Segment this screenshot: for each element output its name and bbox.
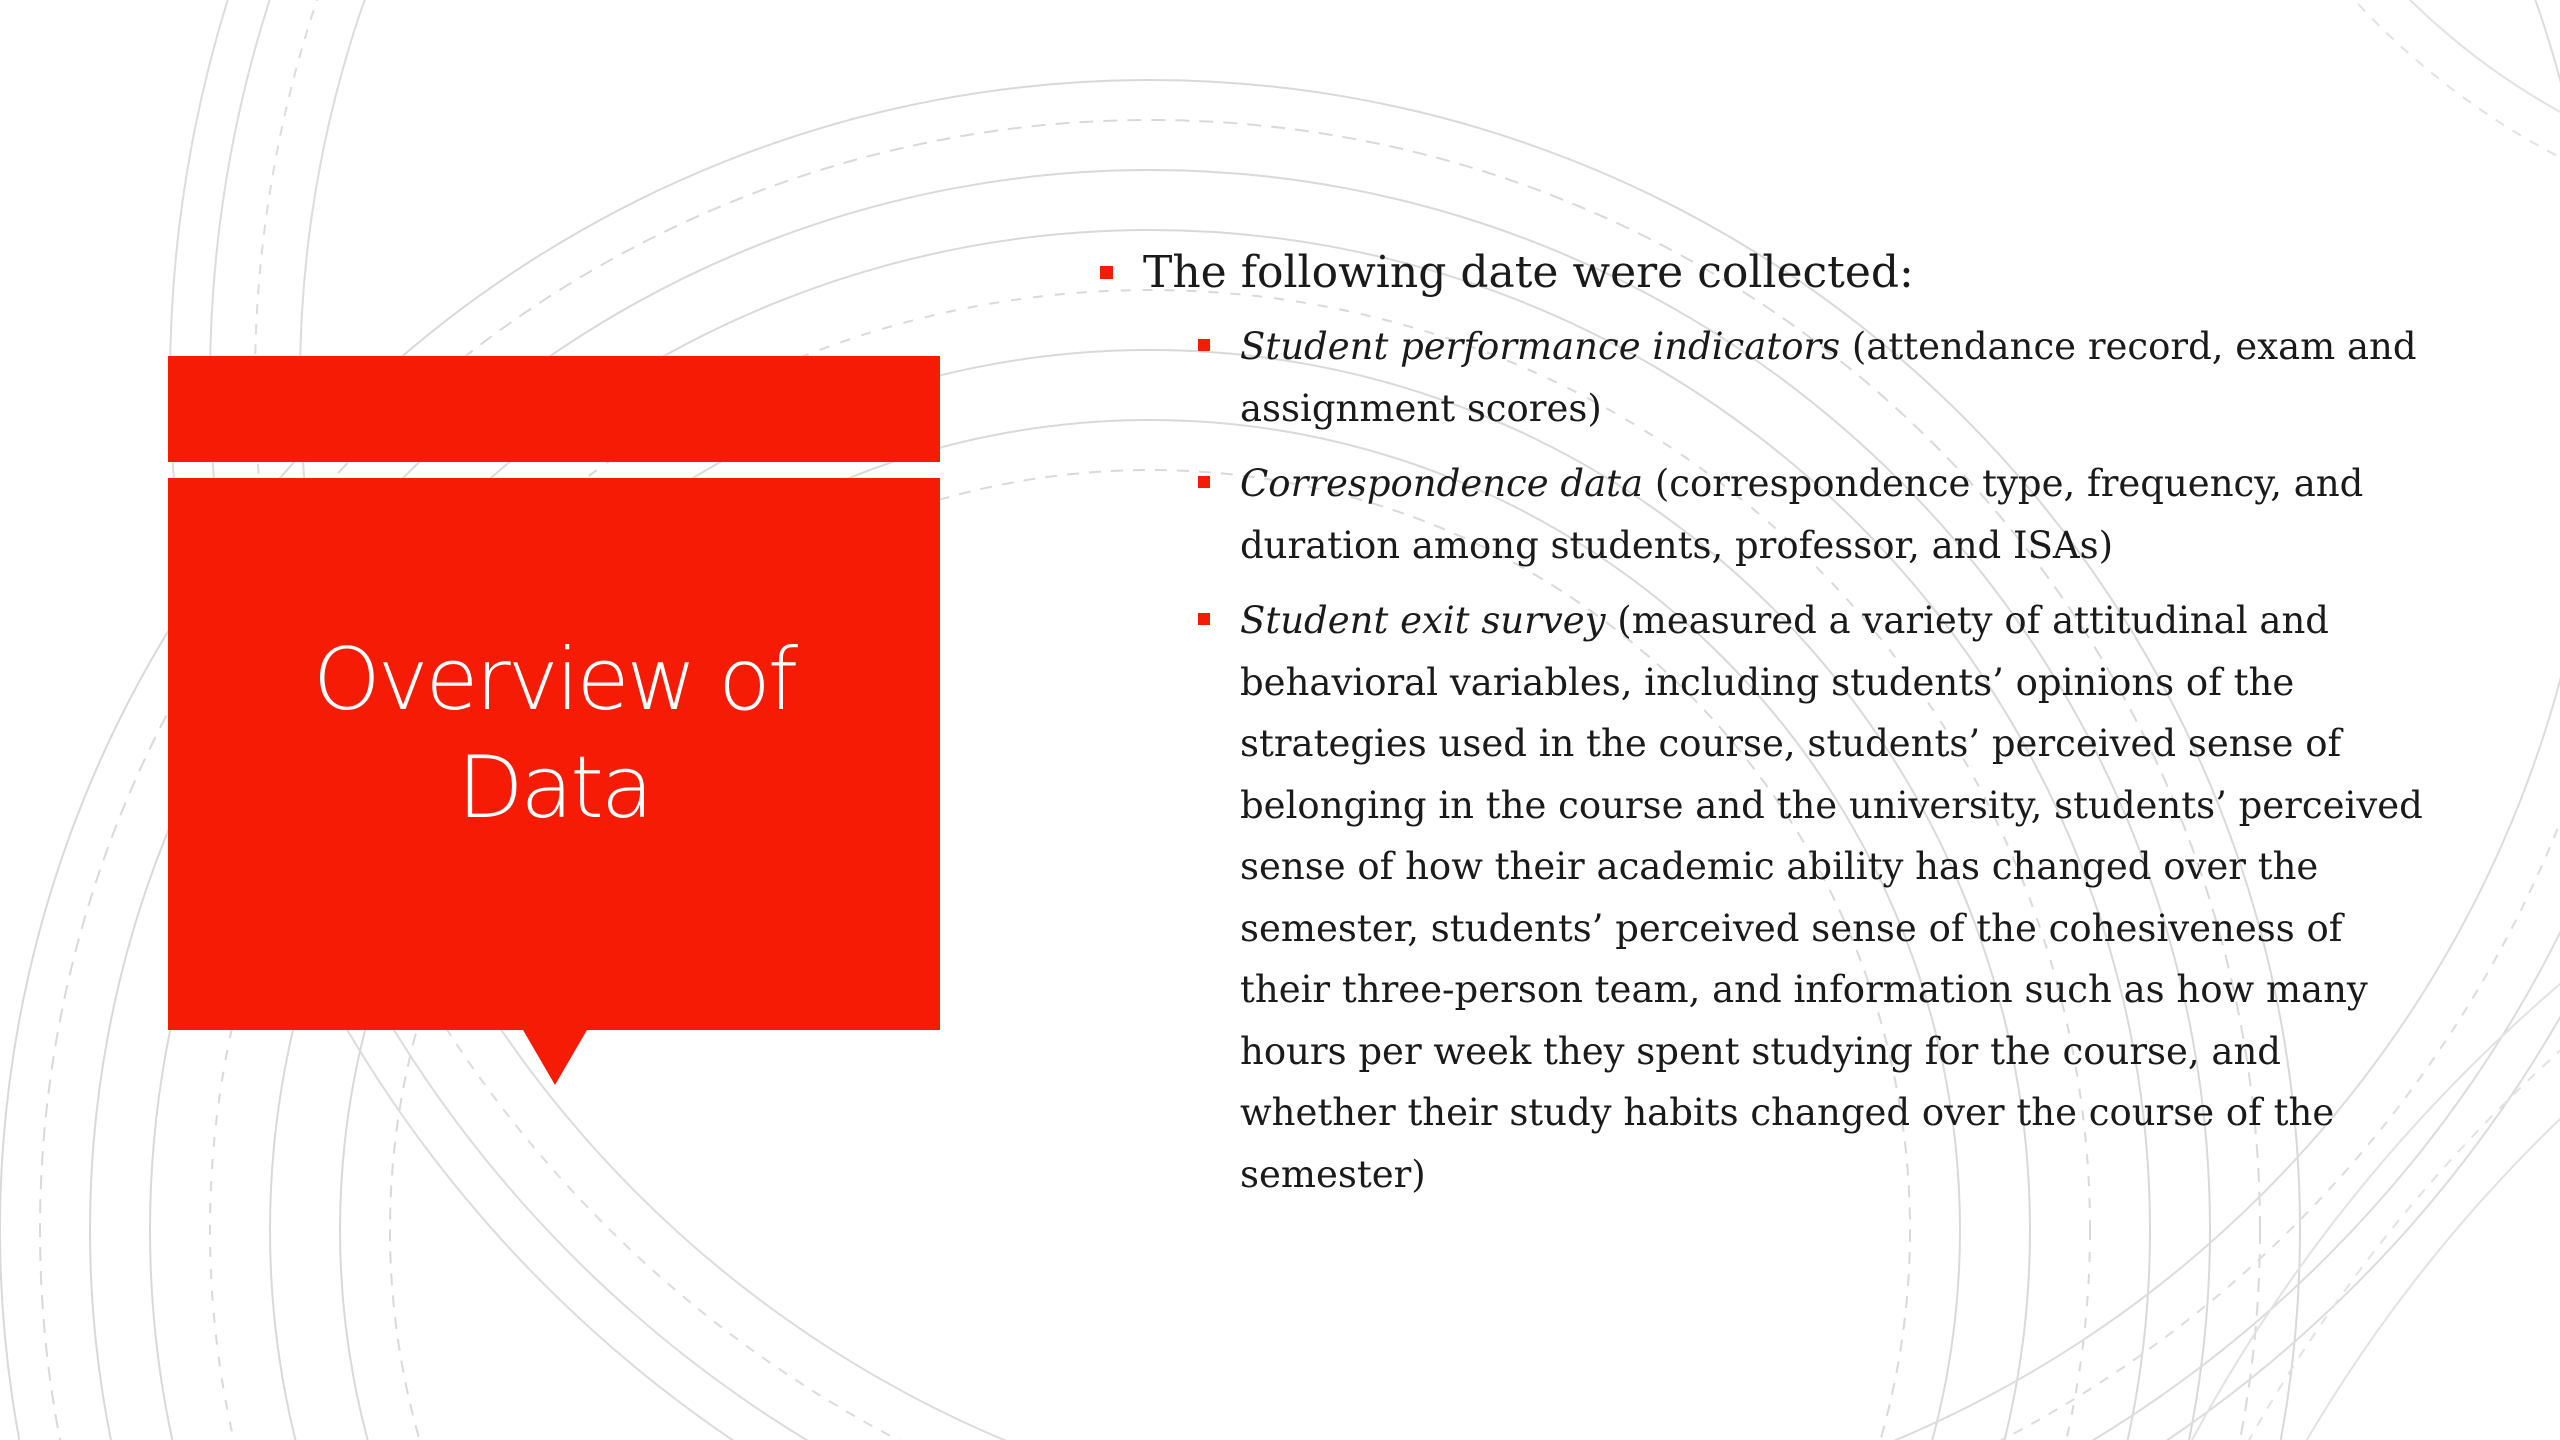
- bullet-square-icon: [1100, 266, 1113, 279]
- sub-bullet-term: Correspondence data: [1240, 462, 1644, 505]
- main-bullet-text: The following date were collected:: [1143, 247, 1914, 298]
- title-callout-box: [168, 478, 940, 1030]
- callout-pointer: [523, 1030, 587, 1085]
- sub-bullet-item: [1240, 316, 2430, 439]
- sub-bullet-item: [1240, 590, 2430, 1205]
- sub-bullet-description: (attendance record, exam and assignment scores): [1240, 325, 2417, 430]
- sub-bullet-item: [1240, 453, 2430, 576]
- bullet-square-icon: [1198, 613, 1210, 625]
- bullet-square-icon: [1198, 476, 1210, 488]
- sub-bullet-description: (correspondence type, frequency, and duration among students, professor, and ISAs): [1240, 462, 2364, 567]
- sub-bullet-description: (measured a variety of attitudinal and behavioral variables, including students’ opinions of the strategies used in the course, students’ perceived sense of belonging in the course and the university, students’ perceived sense of how their academic ability has changed over the semester, students’ perceived sense of the cohesiveness of their three-person team, and information such as how many hours per week they spent studying for the course, and whether their study habits changed over the course of the semester): [1240, 599, 2423, 1196]
- sub-bullet-term: Student performance indicators: [1240, 325, 1841, 368]
- bullet-square-icon: [1198, 339, 1210, 351]
- slide-title: Overview of Data: [312, 630, 796, 838]
- content-area: [1095, 240, 2425, 1219]
- main-bullet-item: [1095, 240, 2425, 306]
- title-accent-bar: [168, 356, 940, 462]
- sub-bullet-term: Student exit survey: [1240, 599, 1606, 642]
